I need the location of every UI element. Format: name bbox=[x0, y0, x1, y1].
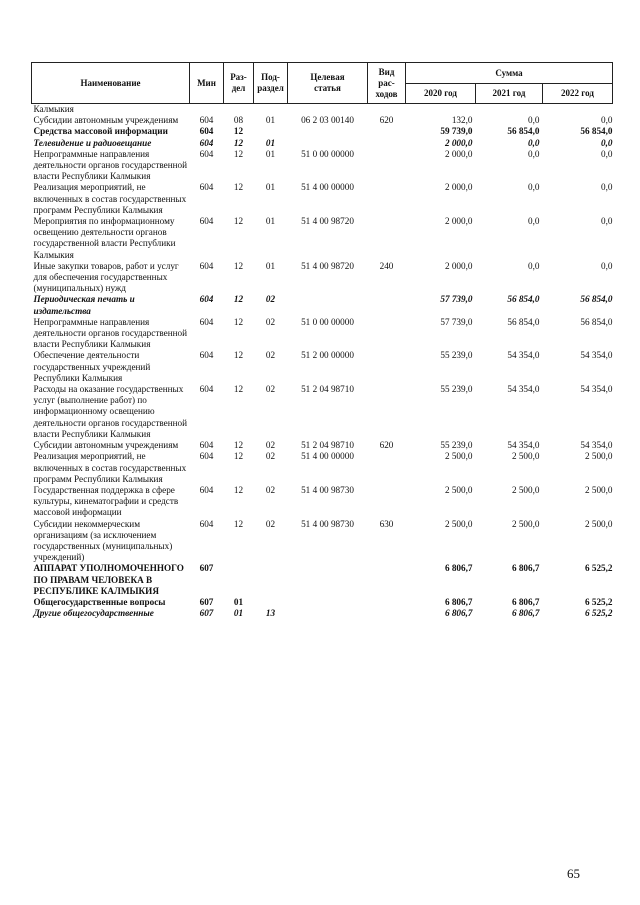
table-row bbox=[32, 608, 613, 619]
row-podrazdel bbox=[254, 126, 288, 137]
table-header bbox=[32, 63, 613, 104]
row-sum-2021: 6 806,7 bbox=[511, 563, 540, 574]
row-sum-2020: 55 239,0 bbox=[440, 440, 473, 451]
row-sum-2022: 56 854,0 bbox=[580, 316, 613, 327]
row-podrazdel: 02 bbox=[265, 294, 276, 305]
row-sum-2022: 2 500,0 bbox=[584, 484, 613, 495]
row-vid-rashodov bbox=[368, 485, 406, 519]
row-min: 607 bbox=[199, 563, 214, 574]
row-sum-2021: 2 500,0 bbox=[511, 451, 540, 462]
row-podrazdel bbox=[254, 104, 288, 116]
header-vid-rashodov: Вид рас- ходов bbox=[368, 63, 406, 104]
row-sum-2021: 54 354,0 bbox=[507, 384, 540, 395]
table-row bbox=[32, 138, 613, 149]
row-vid-rashodov: 620 bbox=[379, 440, 394, 451]
row-celevaya-statya: 51 0 00 00000 bbox=[301, 148, 354, 159]
row-sum-2021: 2 500,0 bbox=[511, 518, 540, 529]
row-vid-rashodov bbox=[368, 608, 406, 619]
header-celevaya-statya: Целевая статья bbox=[288, 63, 368, 104]
table-row bbox=[32, 126, 613, 137]
row-sum-2020: 2 000,0 bbox=[444, 260, 473, 271]
table-row bbox=[32, 519, 613, 564]
row-podrazdel: 02 bbox=[265, 440, 276, 451]
row-sum-2021: 0,0 bbox=[528, 148, 540, 159]
row-razdel: 01 bbox=[233, 596, 244, 607]
row-name: Иные закупки товаров, работ и услуг для обеспечения государственных (муниципальных) нужд bbox=[33, 260, 179, 294]
row-razdel: 12 bbox=[233, 316, 244, 327]
row-celevaya-statya: 51 4 00 98730 bbox=[301, 484, 354, 495]
row-sum-2022: 56 854,0 bbox=[580, 126, 613, 137]
table-row bbox=[32, 563, 613, 597]
row-sum-2020: 59 739,0 bbox=[440, 126, 473, 137]
row-sum-2022: 6 525,2 bbox=[584, 563, 613, 574]
row-podrazdel bbox=[254, 563, 288, 597]
row-celevaya-statya: 51 0 00 00000 bbox=[301, 316, 354, 327]
row-name: АППАРАТ УПОЛНОМОЧЕННОГО ПО ПРАВАМ ЧЕЛОВЕКА В РЕСПУБЛИКЕ КАЛМЫКИЯ bbox=[33, 563, 184, 596]
row-vid-rashodov bbox=[368, 216, 406, 261]
row-razdel: 12 bbox=[233, 440, 244, 451]
table-row bbox=[32, 485, 613, 519]
row-sum-2022: 2 500,0 bbox=[584, 451, 613, 462]
row-razdel bbox=[224, 563, 254, 597]
row-razdel: 12 bbox=[233, 216, 244, 227]
row-razdel: 12 bbox=[233, 350, 244, 361]
row-sum-2021: 56 854,0 bbox=[507, 294, 540, 305]
row-sum-2020: 2 500,0 bbox=[444, 451, 473, 462]
row-sum-2020: 55 239,0 bbox=[440, 350, 473, 361]
row-min: 604 bbox=[199, 484, 214, 495]
row-razdel: 12 bbox=[233, 484, 244, 495]
row-sum-2021: 6 806,7 bbox=[511, 608, 540, 619]
table-row bbox=[32, 317, 613, 351]
row-razdel: 12 bbox=[233, 137, 244, 148]
row-min: 604 bbox=[199, 451, 214, 462]
table-row bbox=[32, 261, 613, 295]
row-sum-2022: 54 354,0 bbox=[580, 350, 613, 361]
header-summa: Сумма bbox=[406, 63, 613, 84]
row-celevaya-statya bbox=[288, 104, 368, 116]
row-min: 604 bbox=[199, 294, 214, 305]
row-min: 607 bbox=[199, 596, 214, 607]
row-name: Субсидии автономным учреждениям bbox=[33, 115, 179, 126]
row-sum-2021: 0,0 bbox=[528, 115, 540, 126]
row-podrazdel: 02 bbox=[265, 316, 276, 327]
row-sum-2022: 54 354,0 bbox=[580, 440, 613, 451]
row-sum-2020: 2 000,0 bbox=[444, 216, 473, 227]
row-sum-2022: 6 525,2 bbox=[584, 608, 613, 619]
row-min: 604 bbox=[199, 316, 214, 327]
row-razdel: 12 bbox=[233, 182, 244, 193]
row-podrazdel: 02 bbox=[265, 384, 276, 395]
row-sum-2020: 6 806,7 bbox=[444, 608, 473, 619]
row-razdel bbox=[224, 104, 254, 116]
row-celevaya-statya: 51 4 00 98720 bbox=[301, 260, 354, 271]
row-celevaya-statya: 51 4 00 00000 bbox=[301, 182, 354, 193]
row-celevaya-statya bbox=[288, 597, 368, 608]
row-sum-2022: 0,0 bbox=[601, 115, 613, 126]
row-podrazdel: 13 bbox=[265, 608, 276, 619]
row-sum-2020: 2 000,0 bbox=[444, 182, 473, 193]
row-name: Непрограммные направления деятельности органов государственной власти Республики Калмыкия bbox=[33, 316, 188, 350]
table-row bbox=[32, 384, 613, 440]
header-razdel: Раз- дел bbox=[224, 63, 254, 104]
row-sum-2022: 6 525,2 bbox=[584, 596, 613, 607]
row-vid-rashodov bbox=[368, 350, 406, 384]
row-sum-2020: 6 806,7 bbox=[444, 596, 473, 607]
row-min: 604 bbox=[199, 440, 214, 451]
table-row bbox=[32, 216, 613, 261]
table-row bbox=[32, 294, 613, 316]
row-name: Непрограммные направления деятельности органов государственной власти Республики Калмыкия bbox=[33, 148, 188, 182]
row-min: 607 bbox=[199, 608, 214, 619]
budget-table bbox=[31, 62, 613, 619]
row-sum-2020: 132,0 bbox=[451, 115, 473, 126]
row-min: 604 bbox=[199, 148, 214, 159]
row-sum-2022: 56 854,0 bbox=[580, 294, 613, 305]
row-sum-2022: 54 354,0 bbox=[580, 384, 613, 395]
header-year-2022: 2022 год bbox=[543, 84, 613, 104]
row-vid-rashodov bbox=[368, 294, 406, 316]
row-sum-2021: 0,0 bbox=[528, 216, 540, 227]
row-podrazdel: 01 bbox=[265, 115, 276, 126]
row-sum-2020: 2 500,0 bbox=[444, 518, 473, 529]
row-sum-2021: 56 854,0 bbox=[507, 126, 540, 137]
row-name: Субсидии некоммерческим организациям (за исключением государственных (муниципальных) учреждений) bbox=[33, 518, 173, 563]
row-sum-2021: 2 500,0 bbox=[511, 484, 540, 495]
row-sum-2022: 0,0 bbox=[601, 216, 613, 227]
header-year-2021: 2021 год bbox=[476, 84, 543, 104]
row-vid-rashodov bbox=[368, 597, 406, 608]
row-sum-2020: 2 500,0 bbox=[444, 484, 473, 495]
row-celevaya-statya: 06 2 03 00140 bbox=[301, 115, 354, 126]
row-vid-rashodov bbox=[368, 384, 406, 440]
row-razdel: 12 bbox=[233, 126, 244, 137]
row-podrazdel: 01 bbox=[265, 148, 276, 159]
row-celevaya-statya bbox=[288, 138, 368, 149]
table-row bbox=[32, 597, 613, 608]
row-min: 604 bbox=[199, 126, 214, 137]
row-name: Другие общегосударственные bbox=[33, 608, 154, 619]
row-name: Калмыкия bbox=[33, 104, 74, 114]
row-name: Периодическая печать и издательства bbox=[33, 294, 135, 316]
row-name: Средства массовой информации bbox=[33, 126, 168, 137]
row-name: Реализация мероприятий, не включенных в состав государственных программ Республики Калмыкия bbox=[33, 451, 187, 484]
row-razdel: 12 bbox=[233, 518, 244, 529]
row-celevaya-statya bbox=[288, 563, 368, 597]
row-vid-rashodov bbox=[368, 149, 406, 183]
row-sum-2020: 6 806,7 bbox=[444, 563, 473, 574]
header-name: Наименование bbox=[32, 63, 190, 104]
row-sum-2020: 2 000,0 bbox=[444, 137, 473, 148]
row-vid-rashodov: 620 bbox=[379, 115, 394, 126]
row-sum-2021: 56 854,0 bbox=[507, 316, 540, 327]
row-podrazdel: 02 bbox=[265, 350, 276, 361]
row-razdel: 08 bbox=[233, 115, 244, 126]
row-razdel: 12 bbox=[233, 148, 244, 159]
row-name: Общегосударственные вопросы bbox=[33, 596, 166, 607]
row-razdel: 12 bbox=[233, 294, 244, 305]
row-vid-rashodov bbox=[368, 138, 406, 149]
table-body bbox=[32, 104, 613, 620]
row-sum-2022: 0,0 bbox=[601, 137, 613, 148]
row-podrazdel: 02 bbox=[265, 451, 276, 462]
row-sum-2022: 0,0 bbox=[601, 182, 613, 193]
row-sum-2021: 6 806,7 bbox=[511, 596, 540, 607]
row-sum-2022: 2 500,0 bbox=[584, 518, 613, 529]
row-sum-2021: 54 354,0 bbox=[507, 350, 540, 361]
row-min: 604 bbox=[199, 216, 214, 227]
table-row bbox=[32, 440, 613, 451]
row-min: 604 bbox=[199, 384, 214, 395]
row-razdel: 12 bbox=[233, 260, 244, 271]
row-sum-2021: 0,0 bbox=[528, 137, 540, 148]
row-razdel: 12 bbox=[233, 451, 244, 462]
row-vid-rashodov bbox=[368, 317, 406, 351]
row-name: Государственная поддержка в сфере культуры, кинематографии и средств массовой информации bbox=[33, 484, 179, 518]
row-min: 604 bbox=[199, 260, 214, 271]
row-min: 604 bbox=[199, 182, 214, 193]
header-podrazdel: Под- раздел bbox=[254, 63, 288, 104]
row-sum-2022: 0,0 bbox=[601, 148, 613, 159]
row-sum-2021 bbox=[476, 104, 543, 116]
row-sum-2021: 0,0 bbox=[528, 260, 540, 271]
row-sum-2020: 2 000,0 bbox=[444, 148, 473, 159]
table-row bbox=[32, 149, 613, 183]
header-year-2020: 2020 год bbox=[406, 84, 476, 104]
row-razdel: 12 bbox=[233, 384, 244, 395]
row-podrazdel: 01 bbox=[265, 260, 276, 271]
row-min: 604 bbox=[199, 137, 214, 148]
header-min: Мин bbox=[190, 63, 224, 104]
row-sum-2020: 55 239,0 bbox=[440, 384, 473, 395]
row-sum-2021: 54 354,0 bbox=[507, 440, 540, 451]
row-razdel: 01 bbox=[233, 608, 244, 619]
row-celevaya-statya: 51 2 00 00000 bbox=[301, 350, 354, 361]
row-celevaya-statya: 51 4 00 00000 bbox=[301, 451, 354, 462]
row-sum-2020 bbox=[406, 104, 476, 116]
row-celevaya-statya: 51 4 00 98720 bbox=[301, 216, 354, 227]
row-name: Телевидение и радиовещание bbox=[33, 137, 152, 148]
row-name: Расходы на оказание государственных услуг (выполнение работ) по информационному освещению деятельности органов государственной власти Республики Калмыкия bbox=[33, 384, 188, 439]
row-celevaya-statya: 51 4 00 98730 bbox=[301, 518, 354, 529]
row-vid-rashodov bbox=[368, 563, 406, 597]
row-min: 604 bbox=[199, 115, 214, 126]
row-podrazdel: 01 bbox=[265, 216, 276, 227]
row-name: Реализация мероприятий, не включенных в состав государственных программ Республики Калмыкия bbox=[33, 182, 187, 215]
row-name: Субсидии автономным учреждениям bbox=[33, 440, 179, 451]
row-podrazdel: 02 bbox=[265, 518, 276, 529]
row-min: 604 bbox=[199, 518, 214, 529]
row-sum-2020: 57 739,0 bbox=[440, 294, 473, 305]
page-number: 65 bbox=[567, 866, 580, 881]
row-podrazdel bbox=[254, 597, 288, 608]
row-vid-rashodov: 630 bbox=[379, 518, 394, 529]
row-vid-rashodov bbox=[368, 451, 406, 485]
row-celevaya-statya: 51 2 04 98710 bbox=[301, 384, 354, 395]
row-vid-rashodov bbox=[368, 182, 406, 216]
row-celevaya-statya: 51 2 04 98710 bbox=[301, 440, 354, 451]
row-podrazdel: 01 bbox=[265, 182, 276, 193]
row-podrazdel: 01 bbox=[265, 137, 276, 148]
row-sum-2022: 0,0 bbox=[601, 260, 613, 271]
row-podrazdel: 02 bbox=[265, 484, 276, 495]
row-vid-rashodov bbox=[368, 104, 406, 116]
row-name: Мероприятия по информационному освещению деятельности органов государственной власти Республики Калмыкия bbox=[33, 216, 176, 260]
table-row bbox=[32, 104, 613, 116]
row-name: Обеспечение деятельности государственных учреждений Республики Калмыкия bbox=[33, 350, 151, 383]
row-sum-2020: 57 739,0 bbox=[440, 316, 473, 327]
table-row bbox=[32, 182, 613, 216]
row-sum-2022 bbox=[543, 104, 613, 116]
row-celevaya-statya bbox=[288, 294, 368, 316]
row-min: 604 bbox=[199, 350, 214, 361]
row-celevaya-statya bbox=[288, 126, 368, 137]
row-celevaya-statya bbox=[288, 608, 368, 619]
row-min bbox=[190, 104, 224, 116]
table-row bbox=[32, 350, 613, 384]
row-vid-rashodov bbox=[368, 126, 406, 137]
row-sum-2021: 0,0 bbox=[528, 182, 540, 193]
table-row bbox=[32, 451, 613, 485]
row-vid-rashodov: 240 bbox=[379, 260, 394, 271]
table-row bbox=[32, 115, 613, 126]
